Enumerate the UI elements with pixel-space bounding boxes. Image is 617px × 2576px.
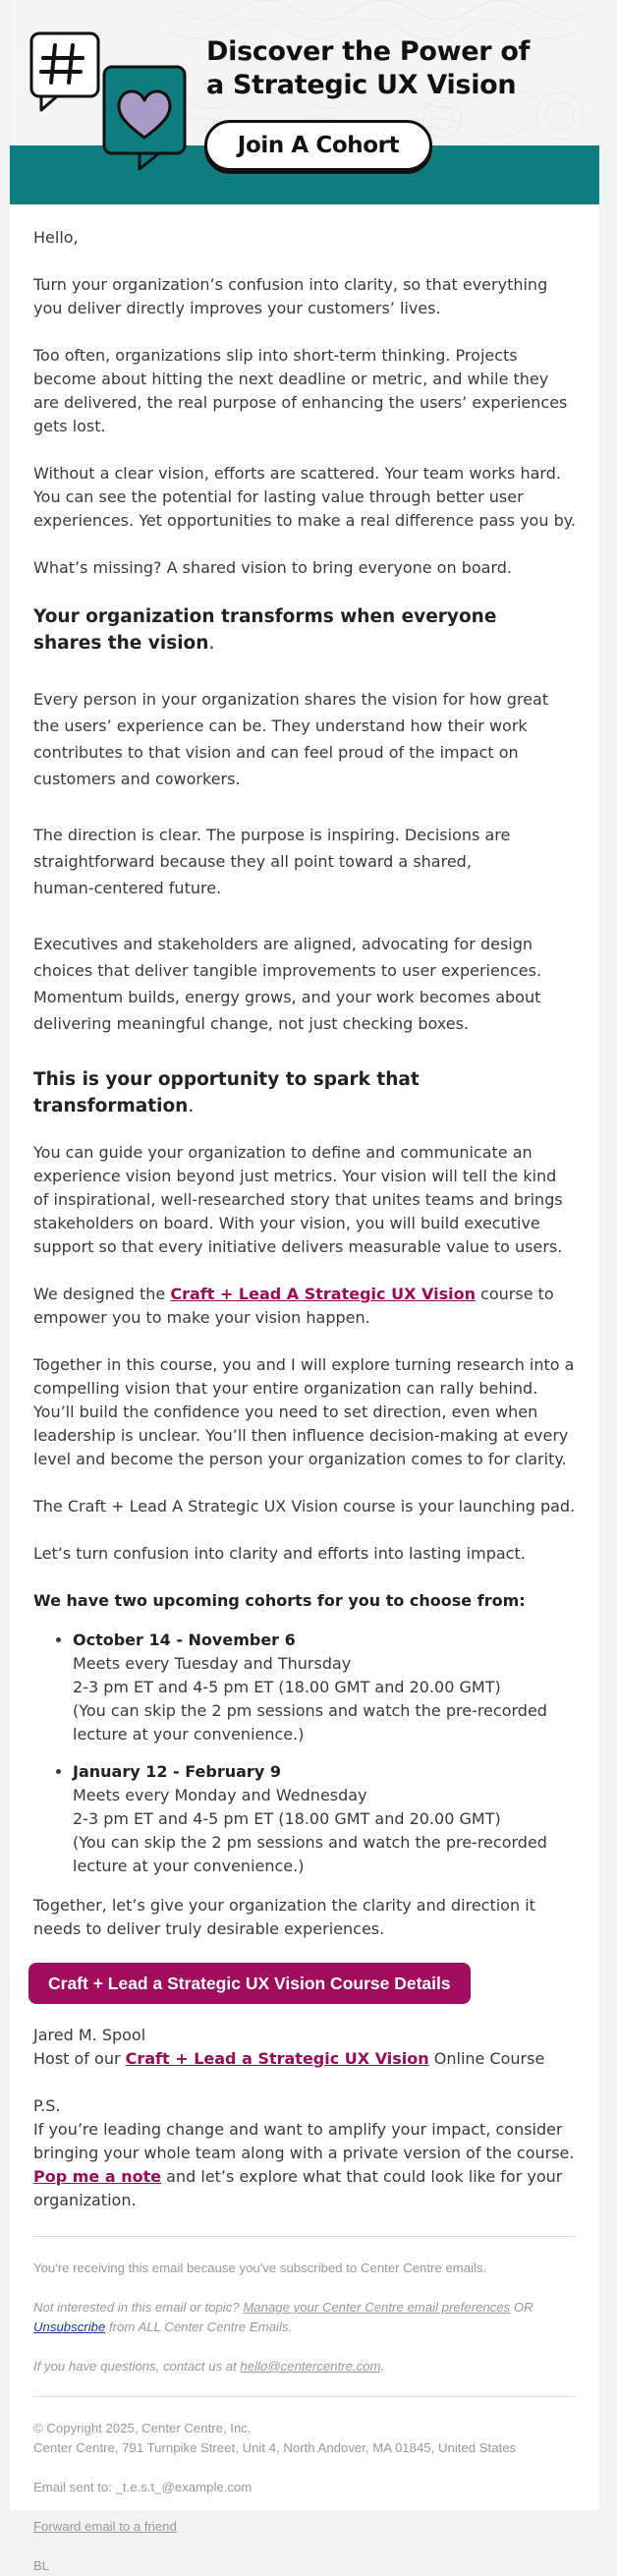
cohort-times: 2-3 pm ET and 4-5 pm ET (18.00 GMT and 20.00 GMT) [73, 1678, 501, 1696]
contact-email-link[interactable]: hello@centercentre.com [240, 2359, 381, 2374]
text: and let’s explore what that could look like for your organization. [33, 2167, 563, 2209]
hero-title-line-2: a Strategic UX Vision [206, 70, 517, 100]
sent-to: Email sent to: _t.e.s.t_@example.com [33, 2480, 252, 2494]
divider [33, 2396, 576, 2397]
signature [33, 2024, 576, 2071]
text: If you have questions, contact us at [33, 2359, 241, 2374]
paragraph [33, 1283, 576, 1330]
email-container [10, 0, 599, 2573]
paragraph: Let’s turn confusion into clarity and efforts into lasting impact. [33, 1544, 526, 1563]
speech-bubble-icons [29, 31, 187, 179]
greeting: Hello, [33, 228, 79, 247]
list-item [73, 1760, 576, 1878]
text: We designed the [33, 1285, 171, 1303]
email-footer [33, 2236, 576, 2576]
hero-banner [10, 0, 599, 204]
text: course to empower you to make your vision happen. [33, 1285, 554, 1327]
paragraph: Turn your organization’s confusion into clarity, so that everything you deliver directly improves your customers’ lives. [33, 275, 548, 317]
paragraph: Every person in your organization shares the vision for how great the users’ experience can be. They understand how their work contributes to that vision and can feel proud of the impact on customers and coworkers. [33, 690, 549, 788]
paragraph: The Craft + Lead A Strategic UX Vision course is your launching pad. [33, 1497, 576, 1516]
unsubscribe-link[interactable]: Unsubscribe [33, 2319, 106, 2334]
paragraph: Too often, organizations slip into short-term thinking. Projects become about hitting the next deadline or metric, and while they are delivered, the real purpose of enhancing the users’ experiences gets lost. [33, 346, 568, 435]
text: . [380, 2359, 385, 2374]
cohort-list [73, 1629, 576, 1878]
cohort-days: Meets every Monday and Wednesday [73, 1786, 367, 1804]
hero-title-line-1: Discover the Power of [206, 36, 531, 67]
preferences-note [33, 2298, 576, 2337]
list-item [73, 1629, 576, 1746]
paragraph: Without a clear vision, efforts are scattered. Your team works hard. You can see the potential for lasting value through better user experiences. Yet opportunities to make a real difference pass you by. [33, 464, 576, 530]
join-cohort-button[interactable]: Join A Cohort [204, 120, 432, 171]
heading-period: . [208, 633, 215, 654]
heading-text: Your organization transforms when everyone shares the vision [33, 606, 497, 654]
course-link[interactable]: Craft + Lead A Strategic UX Vision [170, 1285, 476, 1303]
cohort-note: (You can skip the 2 pm sessions and watch the pre-recorded lecture at your convenience.) [73, 1833, 547, 1875]
paragraph: Together in this course, you and I will explore turning research into a compelling vision that your entire organization can rally behind. You’ll build the confidence you need to set direction, even when leadership is unclear. You’ll then influence decision-making at every level and become the person your organization comes to for clarity. [33, 1355, 575, 1468]
text: Not interested in this email or topic? [33, 2300, 244, 2315]
section-heading [33, 603, 525, 657]
paragraph: What’s missing? A shared vision to bring everyone on board. [33, 558, 512, 577]
section-heading [33, 1066, 576, 1119]
subscription-note: You're receiving this email because you've subscribed to Center Centre emails. [33, 2261, 487, 2275]
heading-period: . [188, 1096, 195, 1116]
paragraph: Together, let’s give your organization the clarity and direction it needs to deliver truly desirable experiences. [33, 1896, 535, 1938]
hashtag-bubble-icon [31, 33, 98, 110]
heading-text: This is your opportunity to spark that transformation [33, 1069, 420, 1116]
signature-name: Jared M. Spool [33, 2026, 146, 2044]
heart-bubble-icon [104, 67, 185, 169]
text: Online Course [428, 2049, 545, 2068]
text: OR [510, 2300, 533, 2315]
text: from ALL Center Centre Emails. [105, 2319, 293, 2334]
copyright-text: © Copyright 2025, Center Centre, Inc. [33, 2421, 252, 2435]
copyright [33, 2419, 576, 2458]
course-details-button[interactable]: Craft + Lead a Strategic UX Vision Course Details [28, 1963, 471, 2004]
cohort-note: (You can skip the 2 pm sessions and watch the pre-recorded lecture at your convenience.) [73, 1701, 547, 1744]
address-text: Center Centre, 791 Turnpike Street, Unit 4, North Andover, MA 01845, United States [33, 2440, 517, 2455]
initials: BL [33, 2558, 50, 2573]
course-link[interactable]: Craft + Lead a Strategic UX Vision [125, 2049, 429, 2068]
postscript [33, 2094, 576, 2212]
cohorts-intro [33, 1589, 576, 1613]
forward-email-link[interactable]: Forward email to a friend [33, 2519, 177, 2534]
contact-note [33, 2357, 576, 2376]
text: If you’re leading change and want to amplify your impact, consider bringing your whole team along with a private version of the course. [33, 2120, 575, 2162]
cohort-times: 2-3 pm ET and 4-5 pm ET (18.00 GMT and 20.00 GMT) [73, 1809, 501, 1828]
hero-title [206, 35, 589, 102]
pop-me-a-note-link[interactable]: Pop me a note [33, 2167, 162, 2186]
cohort-dates: • October 14 - November 6 [73, 1631, 296, 1649]
paragraph: Executives and stakeholders are aligned, advocating for design choices that deliver tangible improvements to user experiences. Momentum builds, energy grows, and your work becomes about delivering meaningful change, not just checking boxes. [33, 935, 542, 1033]
cohort-days: Meets every Tuesday and Thursday [73, 1654, 352, 1673]
ps-label: P.S. [33, 2096, 61, 2115]
manage-preferences-link[interactable]: Manage your Center Centre email preferences [243, 2300, 511, 2315]
forward [33, 2517, 576, 2537]
paragraph: The direction is clear. The purpose is inspiring. Decisions are straightforward because they all point toward a shared, human-centered future. [33, 826, 511, 897]
cohort-dates: • January 12 - February 9 [73, 1762, 281, 1781]
email-body [10, 204, 599, 2212]
paragraph: You can guide your organization to define and communicate an experience vision beyond just metrics. Your vision will tell the kind of inspirational, well-researched story that unites teams and brings stakeholders on board. With your vision, you will build executive support so that every initiative delivers measurable value to users. [33, 1143, 563, 1256]
cohorts-intro-text: We have two upcoming cohorts for you to choose from: [33, 1591, 526, 1610]
text: Host of our [33, 2049, 126, 2068]
